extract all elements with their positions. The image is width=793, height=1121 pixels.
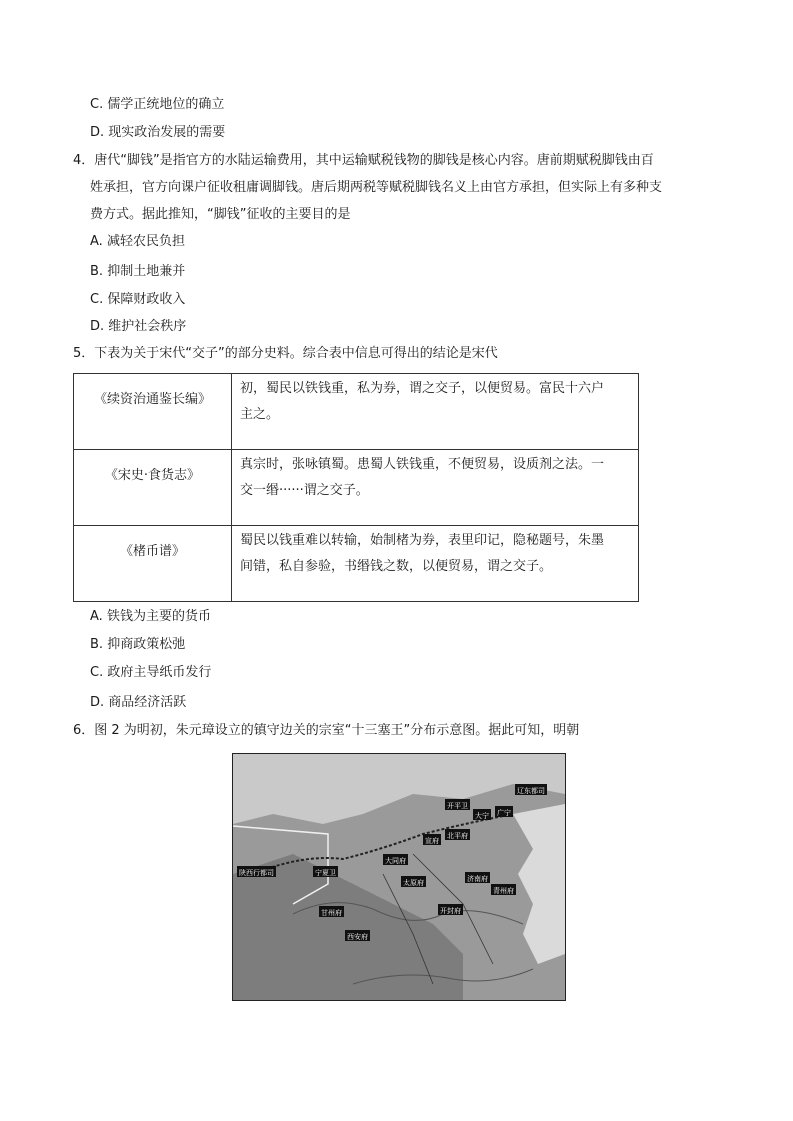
map-label: 陕西行都司 xyxy=(239,869,274,877)
map-label: 宣府 xyxy=(425,837,439,845)
source-text: 蜀民以钱重难以转输，始制楮为券，表里印记，隐秘题号，朱墨 间错，私自参验，书缗钱之数，以便贸易，谓之交子。 xyxy=(232,526,639,602)
source-text: 初，蜀民以铁钱重，私为券，谓之交子，以便贸易。富民十六户 主之。 xyxy=(232,374,639,450)
map-label: 北平府 xyxy=(447,832,468,840)
source-book: 《宋史·食货志》 xyxy=(74,450,232,526)
q5-option-a: A. 铁钱为主要的货币 xyxy=(90,609,211,624)
q4-stem-line-3: 费方式。据此推知，“脚钱”征收的主要目的是 xyxy=(90,207,351,222)
q6-stem: 6．图 2 为明初，朱元璋设立的镇守边关的宗室“十三塞王”分布示意图。据此可知，明朝 xyxy=(73,723,580,738)
map-label: 大同府 xyxy=(385,857,406,865)
map-label: 西安府 xyxy=(347,933,368,941)
q4-option-a: A. 减轻农民负担 xyxy=(90,234,185,249)
table-row xyxy=(74,450,639,526)
map-label: 青州府 xyxy=(493,887,514,895)
map-label: 太原府 xyxy=(403,879,424,887)
q5-option-b: B. 抑商政策松弛 xyxy=(90,637,186,652)
ming-frontier-princes-map xyxy=(232,753,566,1001)
map-label: 甘州府 xyxy=(321,909,342,917)
map-label: 济南府 xyxy=(467,875,488,883)
map-label: 辽东都司 xyxy=(517,787,545,795)
source-book: 《续资治通鉴长编》 xyxy=(74,374,232,450)
map-label: 开平卫 xyxy=(447,802,468,810)
q4-option-b: B. 抑制土地兼并 xyxy=(90,264,186,279)
map-label: 广宁 xyxy=(497,809,511,817)
q4-option-c: C. 保障财政收入 xyxy=(90,292,186,307)
map-label: 开封府 xyxy=(440,907,461,915)
q4-stem-line-1: 4．唐代“脚钱”是指官方的水陆运输费用，其中运输赋税钱物的脚钱是核心内容。唐前期赋税脚钱由百 xyxy=(73,153,654,168)
q4-stem-line-2: 姓承担，官方向课户征收租庸调脚钱。唐后期两税等赋税脚钱名义上由官方承担，但实际上有多种支 xyxy=(90,180,663,195)
q5-option-c: C. 政府主导纸币发行 xyxy=(90,665,212,680)
table-row xyxy=(74,526,639,602)
source-table xyxy=(73,373,639,602)
prev-option-d: D. 现实政治发展的需要 xyxy=(90,125,226,140)
q5-option-d: D. 商品经济活跃 xyxy=(90,695,187,710)
q4-option-d: D. 维护社会秩序 xyxy=(90,319,187,334)
map-label: 大宁 xyxy=(475,812,489,820)
q5-stem: 5．下表为关于宋代“交子”的部分史料。综合表中信息可得出的结论是宋代 xyxy=(73,346,498,361)
source-book: 《楮币谱》 xyxy=(74,526,232,602)
prev-option-c: C. 儒学正统地位的确立 xyxy=(90,97,225,112)
map-svg xyxy=(233,754,565,1000)
source-text: 真宗时，张咏镇蜀。患蜀人铁钱重，不便贸易，设质剂之法。一 交一缗······谓之交子。 xyxy=(232,450,639,526)
map-label: 宁夏卫 xyxy=(315,869,336,877)
table-row xyxy=(74,374,639,450)
